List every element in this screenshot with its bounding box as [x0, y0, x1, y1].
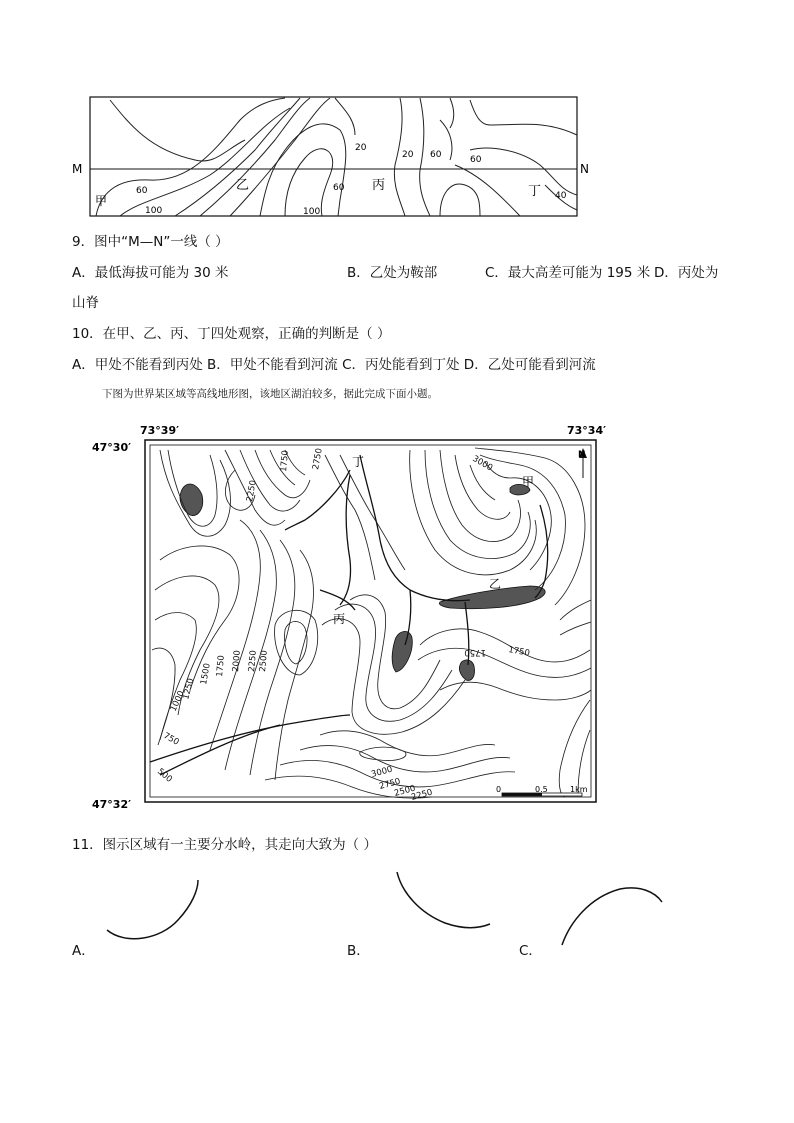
map2-contour-2250a: 2250	[245, 479, 259, 503]
map1-label-jia: 甲	[95, 194, 108, 208]
scale-label-05: 0.5	[535, 785, 548, 794]
map2-contour-2250b: 2250	[247, 649, 259, 673]
map2-contour-3000a: 3000	[470, 453, 495, 474]
map2-contour-750: 750	[161, 730, 181, 748]
map2-label-yi: 乙	[489, 577, 502, 591]
map2-contour-1500: 1500	[199, 662, 213, 686]
q9-stem: 9．图中“M—N”一线（ ）	[72, 234, 229, 250]
q11-option-a: A．	[72, 943, 95, 959]
intro-text: 下图为世界某区域等高线地形图，该地区湖泊较多，据此完成下面小题。	[102, 388, 438, 400]
map2-contour-500: 500	[155, 766, 174, 785]
q11-option-b: B．	[347, 943, 370, 959]
map1-contour-60d: 60	[333, 183, 345, 193]
map2-contour-2000: 2000	[231, 649, 243, 673]
map1-label-n: N	[580, 162, 589, 176]
scale-label-1km: 1km	[570, 785, 588, 794]
map2-contour-2500a: 2500	[258, 649, 270, 673]
q9-option-d-cont: 山脊	[72, 295, 99, 311]
map2-contour-1250: 1250	[181, 677, 197, 701]
map2-contour-1750b-a: 1750	[464, 647, 486, 657]
map1-contour-100a: 100	[145, 206, 163, 216]
map2-label-ding: 丁	[352, 455, 365, 469]
q9-option-b: B．乙处为鞍部	[347, 265, 438, 281]
map1-label-bing: 丙	[372, 178, 386, 193]
map2-contour-1000: 1000	[168, 689, 187, 714]
map1-contour-40: 40	[555, 191, 567, 201]
q11-stem: 11．图示区域有一主要分水岭，其走向大致为（ ）	[72, 837, 377, 853]
map2-lon-right: 73°34′	[567, 424, 607, 437]
map1-label-yi: 乙	[236, 178, 250, 193]
map2-contour-2750b: 2750	[378, 776, 402, 792]
map2-contour-2250c: 2250	[410, 787, 434, 803]
map1-contour-60b: 60	[430, 150, 442, 160]
q9-option-a: A．最低海拔可能为 30 米	[72, 265, 229, 281]
map1-contour-60a: 60	[136, 186, 148, 196]
map1-contour-20a: 20	[355, 143, 367, 153]
map1-contour-100b: 100	[303, 207, 321, 217]
q11-option-c-curve	[555, 882, 665, 952]
map2-contour-2750a: 2750	[311, 447, 325, 471]
map2-contour-1750a: 1750	[279, 449, 291, 473]
map2-contour-1750b-b: 1750	[507, 645, 531, 659]
scale-label-0: 0	[496, 785, 502, 794]
q11-option-a-curve	[100, 875, 210, 945]
q10-options: A．甲处不能看到丙处 B．甲处不能看到河流 C．丙处能看到丁处 D．乙处可能看到河流	[72, 357, 596, 373]
map1-label-m: M	[72, 162, 83, 176]
q11-option-c: C．	[519, 943, 542, 959]
map1-label-ding: 丁	[528, 184, 542, 199]
map2-lon-left: 73°39′	[140, 424, 180, 437]
q9-option-c: C．最大高差可能为 195 米	[485, 265, 651, 281]
q10-stem: 10．在甲、乙、丙、丁四处观察，正确的判断是（ ）	[72, 326, 391, 342]
map2-label-bing: 丙	[333, 612, 346, 626]
q11-option-b-curve	[390, 868, 500, 938]
map2-label-jia: 甲	[522, 475, 535, 489]
map2-contour-2500b: 2500	[393, 783, 417, 799]
map2-contour-3000b: 3000	[370, 764, 394, 780]
map2-contour-1750c: 1750	[215, 654, 227, 678]
map1-contour-20b: 20	[402, 150, 414, 160]
q9-option-d: D．丙处为	[654, 265, 719, 281]
map1-contour-60c: 60	[470, 155, 482, 165]
map2-north-label: N	[578, 450, 586, 460]
map2-lat-top: 47°30′	[92, 441, 132, 454]
map2-lat-bottom: 47°32′	[92, 798, 132, 811]
